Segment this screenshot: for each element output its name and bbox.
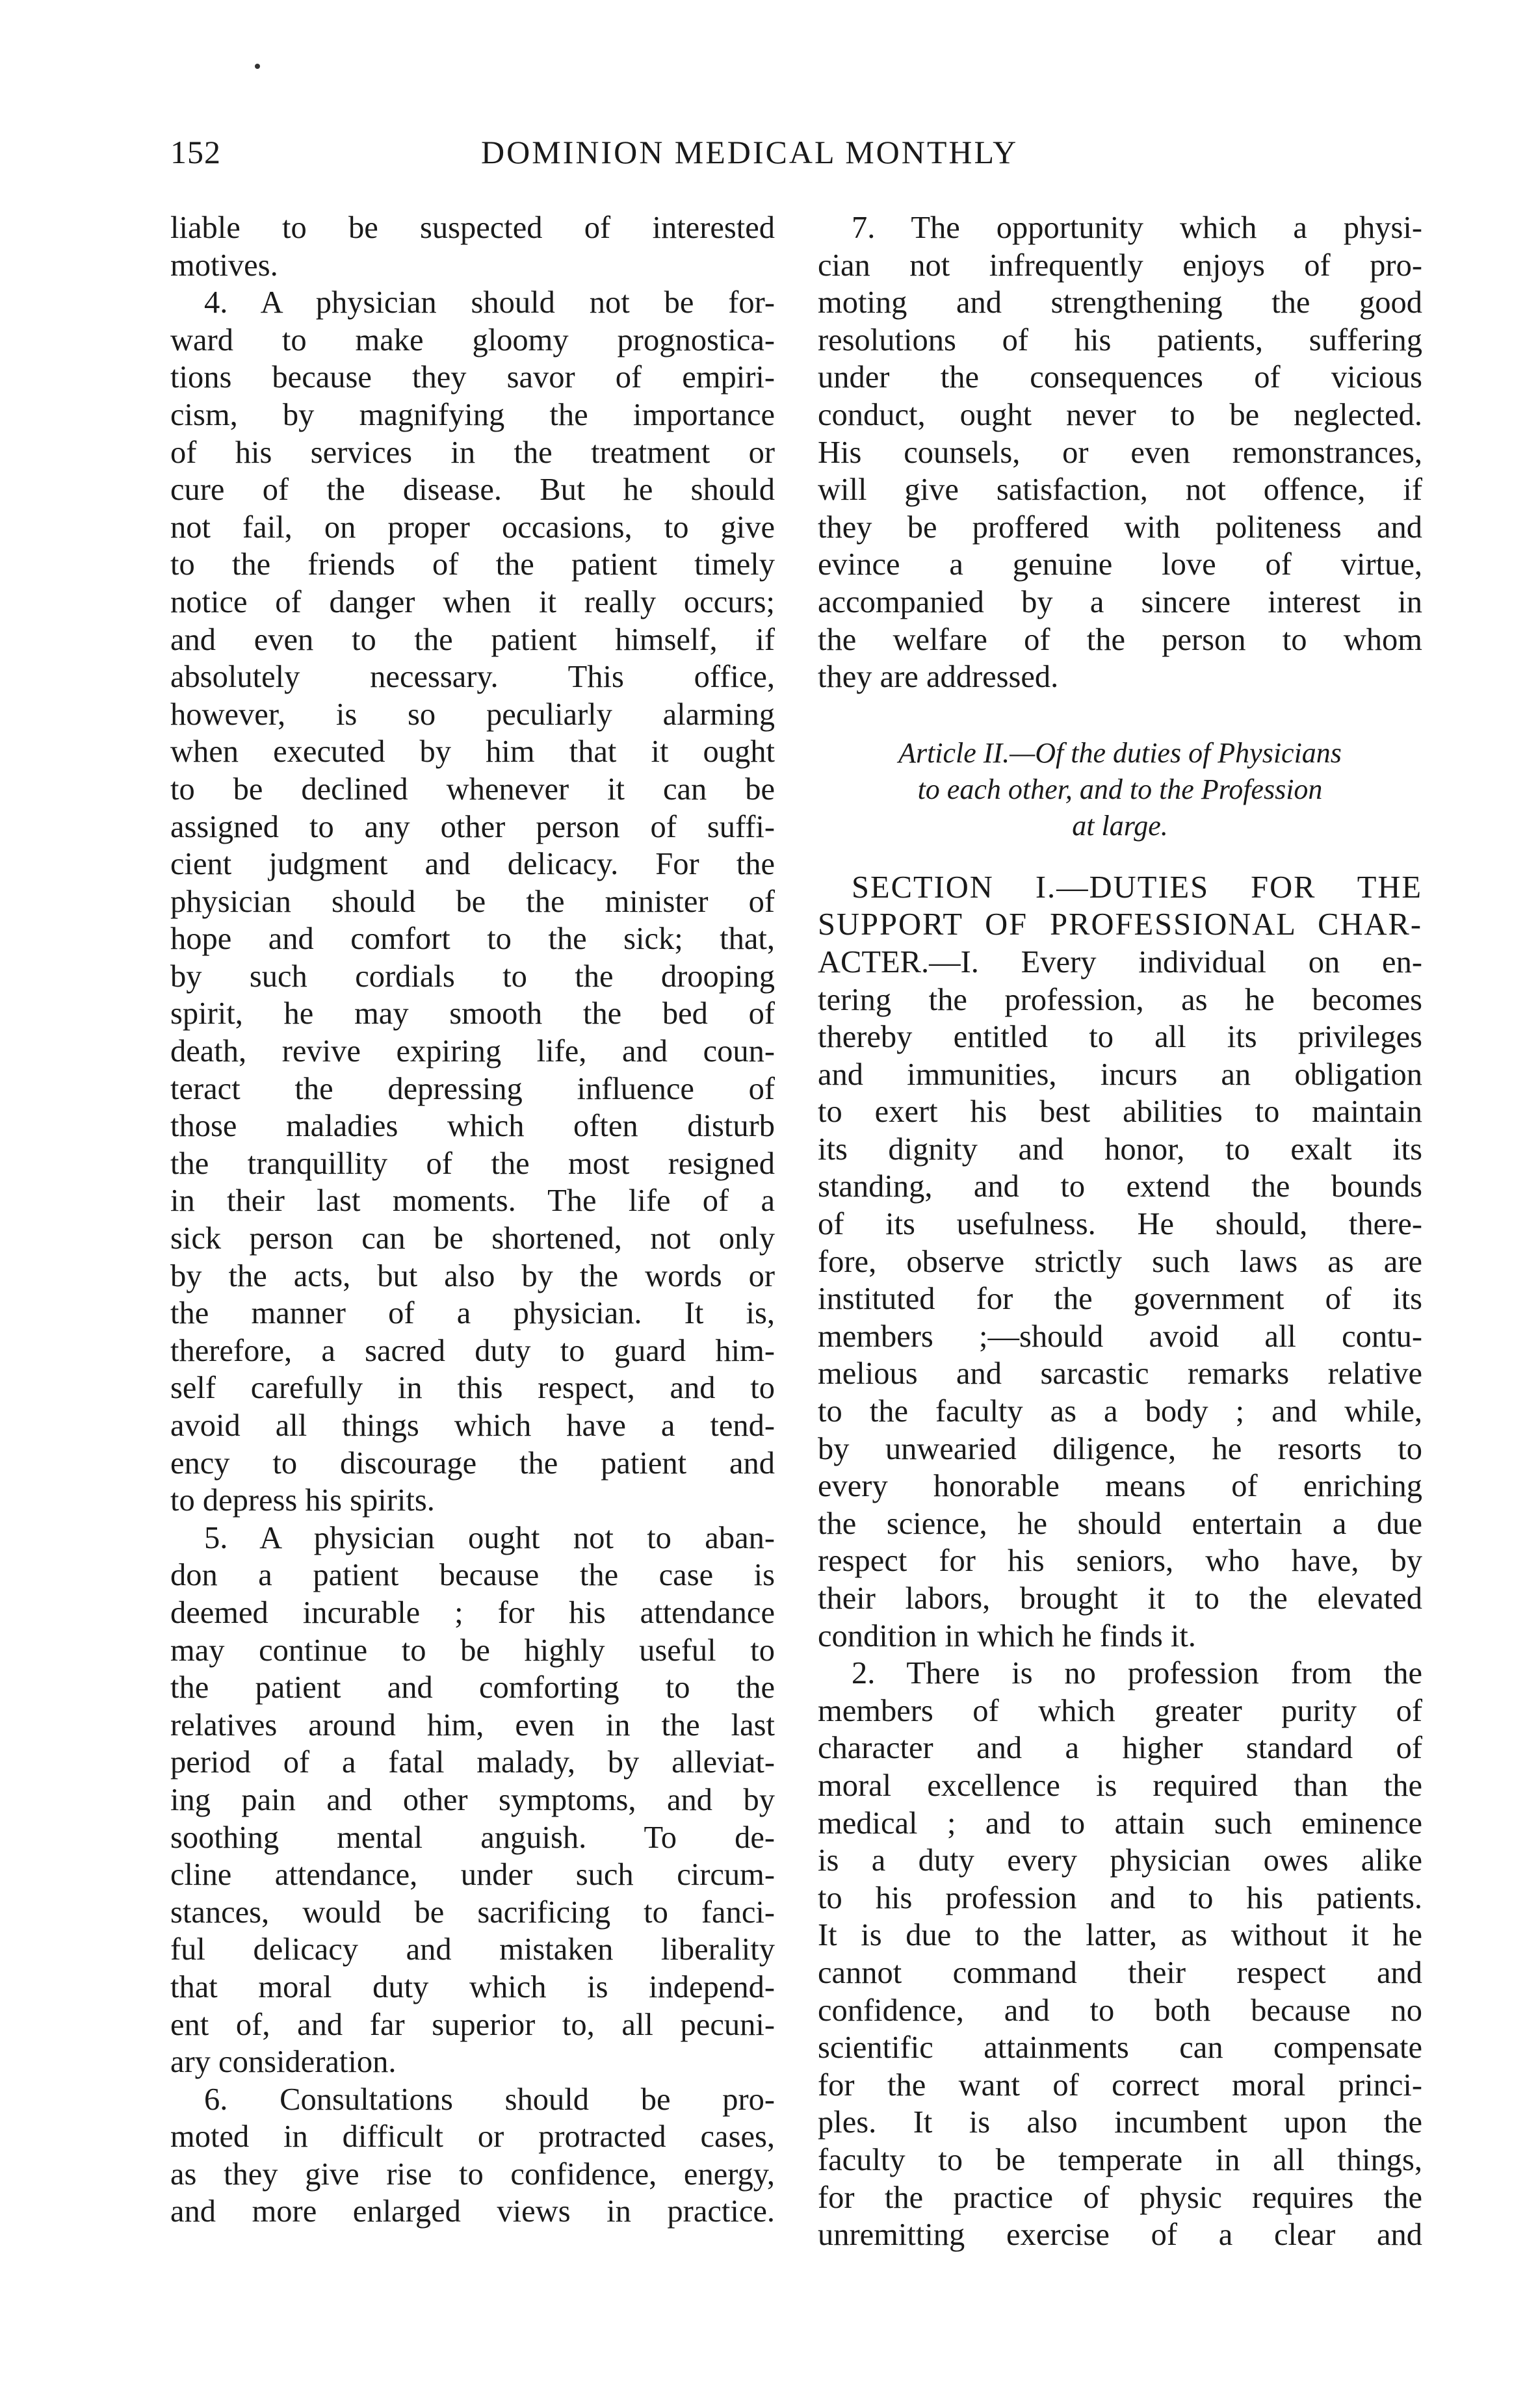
text-line: 6. Consultations should be pro-	[204, 2082, 775, 2117]
running-title: DOMINION MEDICAL MONTHLY	[481, 134, 1019, 170]
text-line: instituted for the government of its	[818, 1282, 1422, 1317]
text-line: to the friends of the patient timely	[170, 547, 775, 582]
text-line: ent of, and far superior to, all pecuni-	[170, 2007, 775, 2042]
text-line: cism, by magnifying the importance	[170, 397, 775, 432]
text-line: their labors, brought it to the elevated	[818, 1581, 1422, 1616]
text-line: ples. It is also incumbent upon the	[818, 2105, 1422, 2140]
text-line: therefore, a sacred duty to guard him-	[170, 1333, 775, 1368]
text-line: moting and strengthening the good	[818, 285, 1422, 320]
text-line: by such cordials to the drooping	[170, 959, 775, 994]
text-line: death, revive expiring life, and coun-	[170, 1034, 775, 1069]
text-line: His counsels, or even remonstrances,	[818, 435, 1422, 470]
text-line: cian not infrequently enjoys of pro-	[818, 248, 1422, 283]
section-heading-line: SUPPORT OF PROFESSIONAL CHAR-	[818, 907, 1422, 942]
text-line: ing pain and other symptoms, and by	[170, 1782, 775, 1817]
text-line: ful delicacy and mistaken liberality	[170, 1932, 775, 1967]
text-line: will give satisfaction, not offence, if	[818, 473, 1422, 508]
text-line: when executed by him that it ought	[170, 734, 775, 770]
text-line: ary consideration.	[170, 2045, 397, 2080]
text-line: don a patient because the case is	[170, 1558, 775, 1593]
text-line: period of a fatal malady, by alleviat-	[170, 1745, 775, 1780]
text-line: by unwearied diligence, he resorts to	[818, 1431, 1422, 1466]
text-line: scientific attainments can compensate	[818, 2030, 1422, 2065]
text-line: sick person can be shortened, not only	[170, 1221, 775, 1256]
text-line: 2. There is no profession from the	[852, 1656, 1422, 1691]
text-line: motives.	[170, 248, 278, 283]
text-line: tering the profession, as he becomes	[818, 982, 1422, 1017]
text-line: to depress his spirits.	[170, 1483, 435, 1518]
page-number: 152	[170, 134, 221, 170]
text-line: medical ; and to attain such eminence	[818, 1806, 1422, 1841]
text-line: the manner of a physician. It is,	[170, 1296, 775, 1331]
text-line: they are addressed.	[818, 660, 1059, 695]
text-line: ACTER.—I. Every individual on en-	[818, 944, 1422, 979]
text-line: they be proffered with politeness and	[818, 510, 1422, 545]
article-heading	[818, 735, 1422, 844]
text-line: notice of danger when it really occurs;	[170, 584, 775, 619]
text-line: to exert his best abilities to maintain	[818, 1094, 1422, 1130]
text-line: avoid all things which have a tend-	[170, 1408, 775, 1443]
text-line: 7. The opportunity which a physi-	[852, 211, 1422, 245]
text-line: It is due to the latter, as without it he	[818, 1918, 1422, 1953]
text-line: the tranquillity of the most resigned	[170, 1146, 775, 1181]
text-line: cannot command their respect and	[818, 1955, 1422, 1990]
left-column	[170, 209, 775, 2231]
text-line: by the acts, but also by the words or	[170, 1258, 775, 1293]
text-line: the patient and comforting to the	[170, 1670, 775, 1705]
spacer	[818, 696, 1422, 735]
text-line: ency to discourage the patient and	[170, 1445, 775, 1481]
text-line: to the faculty as a body ; and while,	[818, 1394, 1422, 1429]
text-line: moted in difficult or protracted cases,	[170, 2119, 775, 2155]
section-heading-line: SECTION I.—DUTIES FOR THE	[852, 870, 1422, 905]
text-line: respect for his seniors, who have, by	[818, 1544, 1422, 1579]
text-line: as they give rise to confidence, energy,	[170, 2156, 775, 2192]
text-line: character and a higher standard of	[818, 1731, 1422, 1766]
text-line: deemed incurable ; for his attendance	[170, 1595, 775, 1630]
text-line: self carefully in this respect, and to	[170, 1371, 775, 1406]
text-line: cure of the disease. But he should	[170, 473, 775, 508]
text-line: fore, observe strictly such laws as are	[818, 1244, 1422, 1279]
text-line: not fail, on proper occasions, to give	[170, 510, 775, 545]
text-line: assigned to any other person of suffi-	[170, 809, 775, 844]
text-line: hope and comfort to the sick; that,	[170, 922, 775, 957]
text-line: of his services in the treatment or	[170, 435, 775, 470]
text-line: faculty to be temperate in all things,	[818, 2142, 1422, 2177]
text-line: and even to the patient himself, if	[170, 622, 775, 657]
text-line: members of which greater purity of	[818, 1693, 1422, 1728]
text-line: and more enlarged views in practice.	[170, 2194, 775, 2229]
text-line: soothing mental anguish. To de-	[170, 1820, 775, 1855]
text-line: stances, would be sacrificing to fanci-	[170, 1895, 775, 1930]
text-line: thereby entitled to all its privileges	[818, 1020, 1422, 1055]
text-line: members ;—should avoid all contu-	[818, 1319, 1422, 1354]
text-line: tions because they savor of empiri-	[170, 360, 775, 395]
text-line: and immunities, incurs an obligation	[818, 1057, 1422, 1092]
text-line: cline attendance, under such circum-	[170, 1858, 775, 1893]
text-line: may continue to be highly useful to	[170, 1633, 775, 1668]
text-line: for the practice of physic requires the	[818, 2180, 1422, 2215]
text-line: evince a genuine love of virtue,	[818, 547, 1422, 582]
text-line: spirit, he may smooth the bed of	[170, 996, 775, 1031]
text-line: of its usefulness. He should, there-	[818, 1207, 1422, 1242]
text-line: under the consequences of vicious	[818, 360, 1422, 395]
text-line: relatives around him, even in the last	[170, 1707, 775, 1742]
text-line: ward to make gloomy prognostica-	[170, 322, 775, 357]
text-line: the welfare of the person to whom	[818, 622, 1422, 657]
text-line: teract the depressing influence of	[170, 1071, 775, 1106]
text-line: confidence, and to both because no	[818, 1993, 1422, 2028]
article-heading-line: Article II.—Of the duties of Physicians	[898, 736, 1342, 769]
text-line: physician should be the minister of	[170, 884, 775, 919]
text-line: to be declined whenever it can be	[170, 771, 775, 807]
text-line: however, is so peculiarly alarming	[170, 697, 775, 732]
text-line: moral excellence is required than the	[818, 1768, 1422, 1803]
text-line: melious and sarcastic remarks relative	[818, 1356, 1422, 1392]
text-line: that moral duty which is independ-	[170, 1969, 775, 2004]
text-line: accompanied by a sincere interest in	[818, 584, 1422, 619]
print-speck	[255, 64, 260, 69]
article-heading-line: at large.	[1072, 809, 1168, 842]
text-line: every honorable means of enriching	[818, 1469, 1422, 1504]
text-line: resolutions of his patients, suffering	[818, 322, 1422, 357]
spacer	[818, 844, 1422, 869]
text-line: conduct, ought never to be neglected.	[818, 397, 1422, 432]
text-line: those maladies which often disturb	[170, 1109, 775, 1144]
text-line: standing, and to extend the bounds	[818, 1169, 1422, 1204]
text-line: in their last moments. The life of a	[170, 1184, 775, 1219]
article-heading-line: to each other, and to the Profession	[917, 773, 1323, 805]
text-line: cient judgment and delicacy. For the	[170, 847, 775, 882]
text-line: for the want of correct moral princi-	[818, 2067, 1422, 2103]
right-column	[818, 209, 1422, 2254]
text-line: condition in which he finds it.	[818, 1618, 1196, 1653]
text-line: 5. A physician ought not to aban-	[204, 1520, 775, 1555]
text-line: absolutely necessary. This office,	[170, 660, 775, 695]
text-line: is a duty every physician owes alike	[818, 1843, 1422, 1878]
text-line: unremitting exercise of a clear and	[818, 2218, 1422, 2253]
text-line: to his profession and to his patients.	[818, 1880, 1422, 1915]
text-line: the science, he should entertain a due	[818, 1506, 1422, 1541]
text-line: its dignity and honor, to exalt its	[818, 1132, 1422, 1167]
text-line: liable to be suspected of interested	[170, 211, 775, 245]
text-line: 4. A physician should not be for-	[204, 285, 775, 320]
